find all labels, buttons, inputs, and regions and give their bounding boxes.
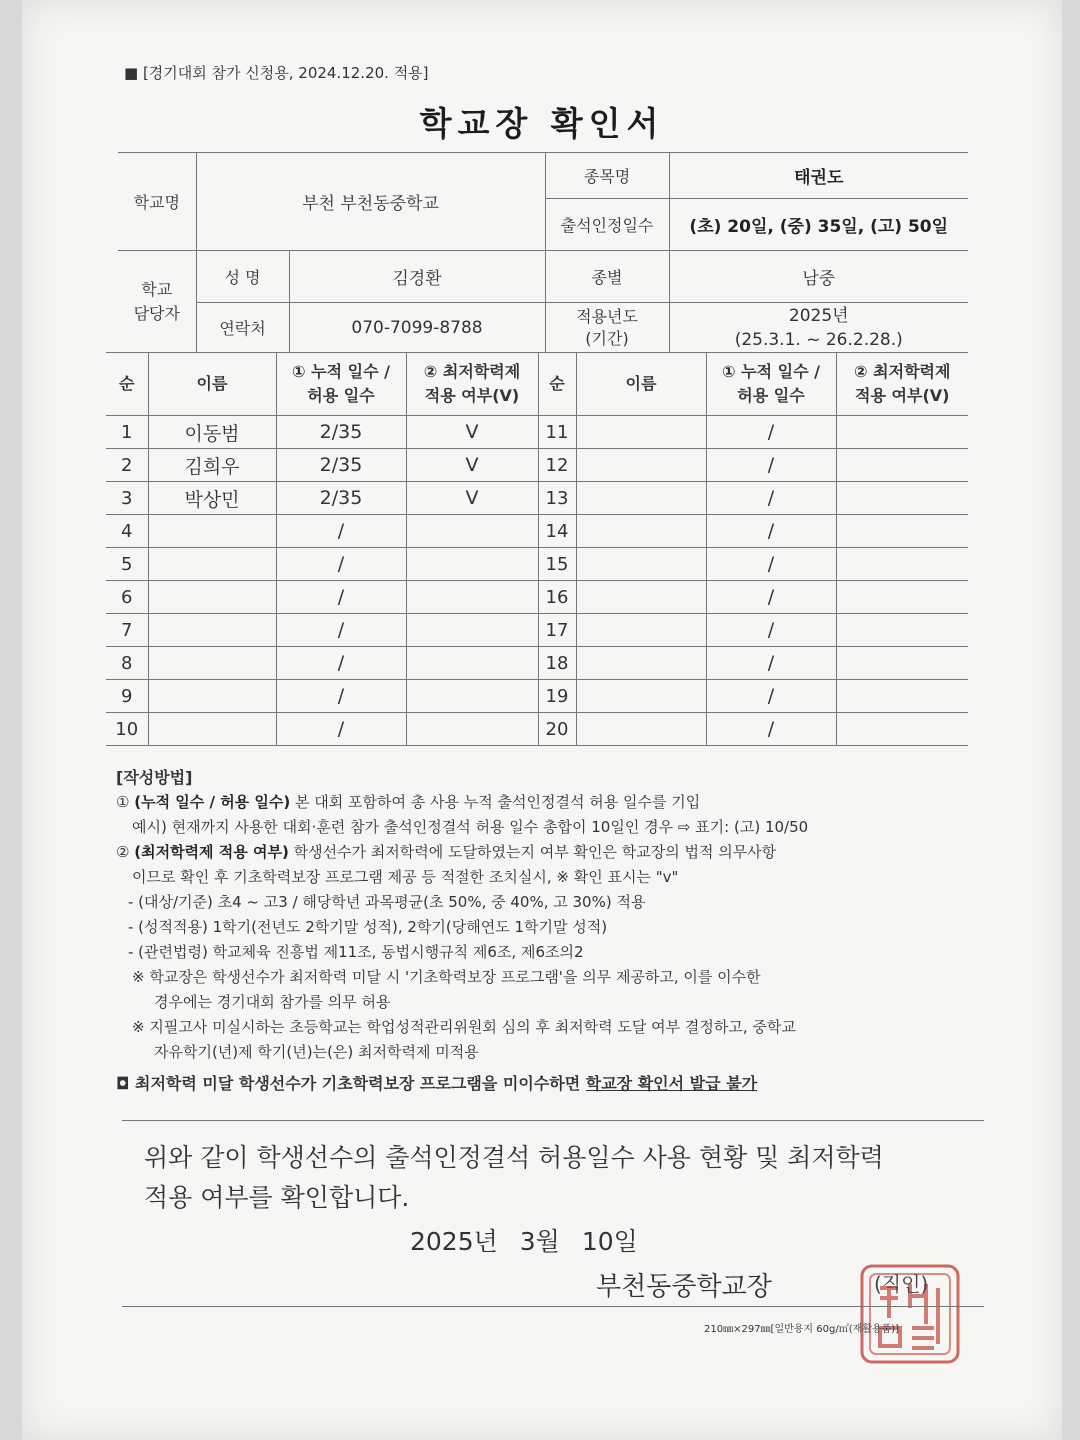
days-cell: / xyxy=(706,614,836,647)
table-row xyxy=(106,581,968,614)
seq-cell: 3 xyxy=(106,482,148,515)
guide-item-2-continued: 이므로 확인 후 기초학력보장 프로그램 제공 등 적절한 조치실시, ※ 확인 표시는 "v" xyxy=(132,868,679,886)
guide-note-1: ※ 학교장은 학생선수가 최저학력 미달 시 '기초학력보장 프로그램'을 의무 제공하고, 이를 이수한 xyxy=(132,968,761,986)
days-cell: / xyxy=(706,548,836,581)
phone-value: 070-7099-8788 xyxy=(289,303,545,353)
header-minacad-right-line1: ② 최저학력제 xyxy=(854,362,951,381)
table-row xyxy=(106,482,968,515)
category-value: 남중 xyxy=(669,251,968,303)
person-name-label: 성 명 xyxy=(196,251,289,303)
issue-date-day: 10일 xyxy=(581,1227,638,1256)
days-cell: / xyxy=(706,515,836,548)
attendance-days-value: (초) 20일, (중) 35일, (고) 50일 xyxy=(669,199,968,251)
year-value-line2: (25.3.1. ~ 26.2.28.) xyxy=(734,329,903,350)
name-cell xyxy=(576,482,706,515)
name-cell xyxy=(148,548,276,581)
student-roster-table xyxy=(106,352,968,746)
min-academic-check-cell xyxy=(406,548,538,581)
guide-law-line: - (관련법령) 학교체육 진흥법 제11조, 동법시행규칙 제6조, 제6조의2 xyxy=(128,943,584,961)
name-cell xyxy=(148,647,276,680)
name-cell xyxy=(576,614,706,647)
name-cell xyxy=(148,680,276,713)
header-minacad-left-line1: ② 최저학력제 xyxy=(423,362,521,381)
phone-label: 연락처 xyxy=(196,303,289,353)
name-cell xyxy=(576,713,706,746)
table-row xyxy=(106,416,968,449)
name-cell xyxy=(148,614,276,647)
divider-top xyxy=(122,1120,984,1121)
header-days-left-line2: 허용 일수 xyxy=(307,386,375,405)
seq-cell: 18 xyxy=(538,647,576,680)
roster-header-row xyxy=(106,353,968,416)
seq-cell: 15 xyxy=(538,548,576,581)
name-cell xyxy=(148,581,276,614)
writing-guide xyxy=(116,765,996,1096)
roster-body xyxy=(106,353,968,746)
days-cell: / xyxy=(706,449,836,482)
days-cell: / xyxy=(706,581,836,614)
issue-date-month: 3월 xyxy=(519,1227,560,1256)
seq-cell: 4 xyxy=(106,515,148,548)
table-row xyxy=(106,647,968,680)
min-academic-check-cell: V xyxy=(406,482,538,515)
guide-warning-emphasis: 학교장 확인서 발급 불가 xyxy=(585,1074,758,1093)
days-cell: 2/35 xyxy=(276,482,406,515)
issue-date xyxy=(410,1222,660,1258)
header-days-right-line1: ① 누적 일수 / xyxy=(722,362,820,381)
seq-cell: 6 xyxy=(106,581,148,614)
header-seq-right: 순 xyxy=(538,353,576,416)
guide-item-2-number: ② xyxy=(116,843,130,861)
header-days-right xyxy=(706,353,836,416)
guide-item-1-key: (누적 일수 / 허용 일수) xyxy=(134,793,291,811)
seal-label: (직인) xyxy=(874,1272,929,1296)
paper-spec: 210㎜×297㎜[일반용지 60g/㎡(재활용품)] xyxy=(704,1324,900,1335)
min-academic-check-cell xyxy=(836,482,968,515)
days-cell: / xyxy=(276,581,406,614)
seq-cell: 12 xyxy=(538,449,576,482)
year-value xyxy=(669,303,968,353)
guide-grades-line: - (성적적용) 1학기(전년도 2학기말 성적), 2학기(당해연도 1학기말 성적) xyxy=(128,918,608,936)
attendance-days-label: 출석인정일수 xyxy=(545,199,669,251)
min-academic-check-cell xyxy=(836,614,968,647)
days-cell: / xyxy=(706,647,836,680)
seq-cell: 19 xyxy=(538,680,576,713)
guide-item-2 xyxy=(116,840,996,865)
header-days-right-line2: 허용 일수 xyxy=(737,386,805,405)
year-label-line1: 적용년도 xyxy=(576,306,638,326)
header-name-left: 이름 xyxy=(148,353,276,416)
school-name-label: 학교명 xyxy=(118,153,196,251)
min-academic-check-cell xyxy=(836,680,968,713)
sport-value: 태권도 xyxy=(669,153,968,199)
header-minacad-left-line2: 적용 여부(V) xyxy=(424,386,520,405)
min-academic-check-cell xyxy=(406,515,538,548)
days-cell: / xyxy=(706,482,836,515)
person-name-value: 김경환 xyxy=(289,251,545,303)
name-cell xyxy=(576,581,706,614)
name-cell: 김희우 xyxy=(148,449,276,482)
table-row xyxy=(106,515,968,548)
seq-cell: 14 xyxy=(538,515,576,548)
min-academic-check-cell: V xyxy=(406,449,538,482)
sport-label: 종목명 xyxy=(545,153,669,199)
year-label-line2: (기간) xyxy=(585,328,629,348)
name-cell xyxy=(576,515,706,548)
header-minacad-right xyxy=(836,353,968,416)
table-row xyxy=(106,713,968,746)
school-name-value: 부천 부천동중학교 xyxy=(196,153,545,251)
document-page xyxy=(22,0,1062,1440)
signer-title: 부천동중학교장 xyxy=(596,1272,772,1302)
days-cell: / xyxy=(276,614,406,647)
header-days-left xyxy=(276,353,406,416)
guide-target-line: - (대상/기준) 초4 ~ 고3 / 해당학년 과목평균(초 50%, 중 40%, 고 30%) 적용 xyxy=(128,893,646,911)
seq-cell: 10 xyxy=(106,713,148,746)
guide-note-2: ※ 지필고사 미실시하는 초등학교는 학업성적관리위원회 심의 후 최저학력 도달 여부 결정하고, 중학교 xyxy=(132,1018,796,1036)
confirmation-line2: 적용 여부를 확인합니다. xyxy=(144,1183,410,1212)
name-cell xyxy=(148,713,276,746)
days-cell: / xyxy=(706,416,836,449)
seq-cell: 11 xyxy=(538,416,576,449)
seq-cell: 7 xyxy=(106,614,148,647)
seq-cell: 13 xyxy=(538,482,576,515)
contact-person-label xyxy=(118,251,196,353)
min-academic-check-cell xyxy=(836,581,968,614)
divider-bottom xyxy=(122,1306,984,1307)
min-academic-check-cell xyxy=(406,647,538,680)
seq-cell: 1 xyxy=(106,416,148,449)
min-academic-check-cell: V xyxy=(406,416,538,449)
min-academic-check-cell xyxy=(836,416,968,449)
days-cell: 2/35 xyxy=(276,449,406,482)
form-tag: ■ [경기대회 참가 신청용, 2024.12.20. 적용] xyxy=(124,64,429,82)
guide-example: 예시) 현재까지 사용한 대회·훈련 참가 출석인정결석 허용 일수 총합이 10일인 경우 ⇨ 표기: (고) 10/50 xyxy=(132,818,809,836)
seq-cell: 5 xyxy=(106,548,148,581)
seq-cell: 16 xyxy=(538,581,576,614)
header-minacad-left xyxy=(406,353,538,416)
category-label: 종별 xyxy=(545,251,669,303)
header-name-right: 이름 xyxy=(576,353,706,416)
min-academic-check-cell xyxy=(836,548,968,581)
days-cell: / xyxy=(276,647,406,680)
seq-cell: 20 xyxy=(538,713,576,746)
document-title: 학교장 확인서 xyxy=(419,104,665,143)
days-cell: / xyxy=(706,680,836,713)
name-cell xyxy=(576,647,706,680)
guide-item-2-key: (최저학력제 적용 여부) xyxy=(134,843,289,861)
guide-item-1-number: ① xyxy=(116,793,130,811)
min-academic-check-cell xyxy=(836,449,968,482)
table-row xyxy=(106,614,968,647)
days-cell: / xyxy=(276,548,406,581)
guide-item-1 xyxy=(116,790,996,815)
name-cell: 박상민 xyxy=(148,482,276,515)
name-cell xyxy=(148,515,276,548)
min-academic-check-cell xyxy=(406,581,538,614)
guide-warning-text: ◘ 최저학력 미달 학생선수가 기초학력보장 프로그램을 미이수하면 xyxy=(116,1074,586,1093)
min-academic-check-cell xyxy=(406,713,538,746)
days-cell: / xyxy=(276,680,406,713)
table-row xyxy=(106,680,968,713)
guide-warning xyxy=(116,1071,996,1096)
seq-cell: 9 xyxy=(106,680,148,713)
contact-person-label-line1: 학교 xyxy=(141,279,173,299)
guide-heading: [작성방법] xyxy=(116,768,193,787)
min-academic-check-cell xyxy=(406,680,538,713)
table-row xyxy=(106,548,968,581)
name-cell xyxy=(576,680,706,713)
days-cell: / xyxy=(706,713,836,746)
name-cell xyxy=(576,548,706,581)
header-seq-left: 순 xyxy=(106,353,148,416)
table-row xyxy=(106,449,968,482)
guide-note-2-continued: 자유학기(년)제 학기(년)는(은) 최저학력제 미적용 xyxy=(154,1043,479,1061)
info-table xyxy=(118,152,968,353)
year-label xyxy=(545,303,669,353)
confirmation-line1: 위와 같이 학생선수의 출석인정결석 허용일수 사용 현황 및 최저학력 xyxy=(144,1143,884,1172)
confirmation-statement xyxy=(122,1138,982,1218)
seq-cell: 2 xyxy=(106,449,148,482)
header-minacad-right-line2: 적용 여부(V) xyxy=(855,386,950,405)
name-cell xyxy=(576,416,706,449)
issue-date-year: 2025년 xyxy=(410,1227,498,1256)
name-cell xyxy=(576,449,706,482)
guide-item-2-text: 학생선수가 최저학력에 도달하였는지 여부 확인은 학교장의 법적 의무사항 xyxy=(293,843,777,861)
seq-cell: 17 xyxy=(538,614,576,647)
seq-cell: 8 xyxy=(106,647,148,680)
min-academic-check-cell xyxy=(836,713,968,746)
days-cell: 2/35 xyxy=(276,416,406,449)
guide-note-1-continued: 경우에는 경기대회 참가를 의무 허용 xyxy=(154,993,391,1011)
min-academic-check-cell xyxy=(406,614,538,647)
year-value-line1: 2025년 xyxy=(788,305,849,326)
name-cell: 이동범 xyxy=(148,416,276,449)
guide-item-1-text: 본 대회 포함하여 총 사용 누적 출석인정결석 허용 일수를 기입 xyxy=(295,793,701,811)
min-academic-check-cell xyxy=(836,647,968,680)
days-cell: / xyxy=(276,713,406,746)
header-days-left-line1: ① 누적 일수 / xyxy=(292,362,390,381)
contact-person-label-line2: 담당자 xyxy=(133,303,180,323)
min-academic-check-cell xyxy=(836,515,968,548)
days-cell: / xyxy=(276,515,406,548)
